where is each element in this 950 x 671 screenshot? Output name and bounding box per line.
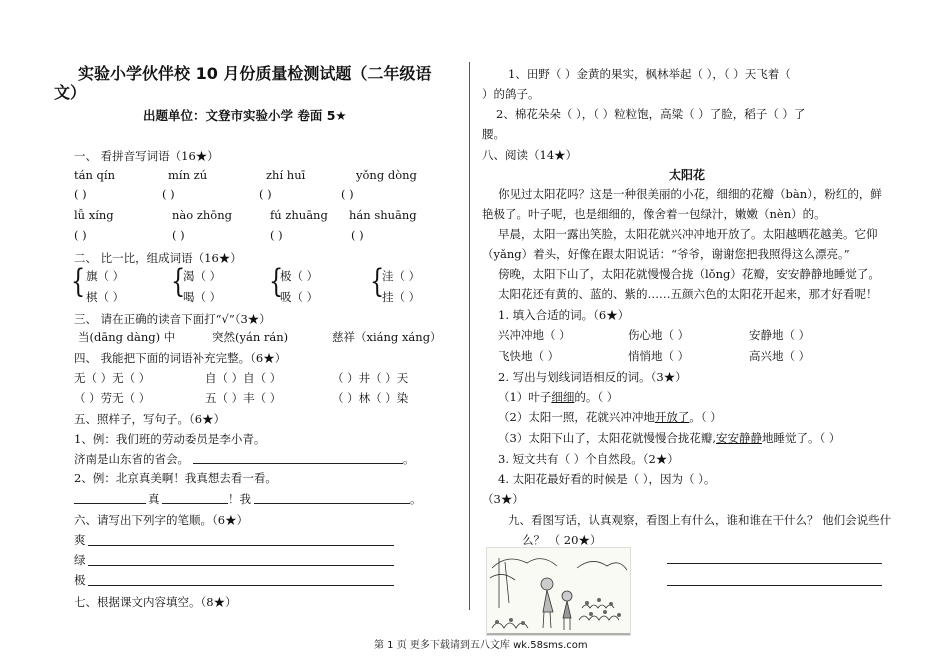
s5-example-2: 2、例：北京真美啊！我真想去看一看。 <box>74 471 277 485</box>
s1-pinyin-8: hán shuāng <box>349 208 417 222</box>
s4-idiom[interactable]: （ ）劳无（ ） <box>74 391 151 405</box>
page-footer: 第 1 页 更多下载请到五八文库 wk.58sms.com <box>374 640 588 651</box>
brace-icon: { <box>370 262 385 300</box>
s2-word[interactable]: 极（ ） <box>280 269 319 283</box>
s1-pinyin-7: fú zhuāng <box>270 208 328 222</box>
passage-line: （yǎng）着头，好像在跟太阳说话：“爷爷，谢谢您把我照得这么漂亮。” <box>482 247 850 261</box>
q1-item[interactable]: 高兴地（ ） <box>749 349 811 363</box>
s4-idiom[interactable]: 无（ ）无（ ） <box>74 371 151 385</box>
write-line[interactable] <box>667 585 882 586</box>
q1-heading: 1. 填入合适的词。（6★） <box>498 308 630 322</box>
s8-heading: 八、阅读（14★） <box>482 148 578 162</box>
q2-item-1[interactable]: （1）叶子细细的。（ ） <box>498 390 619 404</box>
passage-title: 太阳花 <box>669 168 706 182</box>
s3-item-1[interactable]: 当(dāng dàng) 中 <box>78 330 176 344</box>
paper-title-line2: 文） <box>54 83 87 102</box>
s5-mid-1: 真 <box>148 492 160 506</box>
s7-item[interactable]: ）的鸽子。 <box>482 87 540 101</box>
s2-word[interactable]: 吸（ ） <box>280 290 319 304</box>
s1-pinyin-2: mín zú <box>168 168 208 182</box>
s2-word[interactable]: 喝（ ） <box>183 290 222 304</box>
s5-heading: 五、照样子，写句子。（6★） <box>74 412 226 426</box>
brace-icon: { <box>269 262 284 300</box>
s5-end: 。 <box>410 492 422 506</box>
paper-title-line1: 实验小学伙伴校 10 月份质量检测试题（二年级语 <box>78 64 432 83</box>
s5-mid-2: ！我 <box>228 492 251 506</box>
q2-heading: 2. 写出与划线词语相反的词。（3★） <box>498 370 687 384</box>
passage-line: 太阳花还有黄的、蓝的、紫的……五颜六色的太阳花开起来，那才好看呢！ <box>498 287 878 301</box>
s5-prompt-1: 济南是山东省的省会。 <box>74 452 189 466</box>
q4-score: （3★） <box>482 492 524 506</box>
q4-item[interactable]: 4. 太阳花最好看的时候是（ ），因为（ ）。 <box>498 472 716 486</box>
s1-blank-5[interactable]: ( ) <box>74 228 87 242</box>
q1-item[interactable]: 悄悄地（ ） <box>628 349 690 363</box>
s1-blank-4[interactable]: ( ) <box>341 187 354 201</box>
s1-pinyin-3: zhí huī <box>266 168 306 182</box>
s3-heading: 三、 请在正确的读音下面打“√”（3★） <box>74 312 271 326</box>
stroke-order-line[interactable] <box>88 565 394 566</box>
s6-heading: 六、请写出下列字的笔顺。（6★） <box>74 513 249 527</box>
answer-line[interactable] <box>162 503 228 504</box>
s6-char: 绿 <box>74 553 86 567</box>
s5-example-1: 1、例：我们班的劳动委员是李小青。 <box>74 432 266 446</box>
column-divider <box>469 62 470 610</box>
passage-line: 傍晚，太阳下山了，太阳花就慢慢合拢（lǒng）花瓣，安安静静地睡觉了。 <box>498 267 880 281</box>
s4-idiom[interactable]: （ ）林（ ）染 <box>332 391 409 405</box>
paper-subtitle: 出题单位：文登市实验小学 卷面 5★ <box>143 108 347 123</box>
q2-item-3[interactable]: （3）太阳下山了，太阳花就慢慢合拢花瓣,安安静静地睡觉了。（ ） <box>498 431 841 445</box>
children-picture <box>486 547 631 636</box>
brace-icon: { <box>171 262 186 300</box>
brace-icon: { <box>71 262 86 300</box>
stroke-order-line[interactable] <box>88 585 394 586</box>
s2-word[interactable]: 旗（ ） <box>86 269 125 283</box>
s5-period: 。 <box>403 452 415 466</box>
q1-item[interactable]: 飞快地（ ） <box>498 349 560 363</box>
s2-word[interactable]: 洼（ ） <box>382 269 421 283</box>
answer-line[interactable] <box>74 503 146 504</box>
s4-idiom[interactable]: 自（ ）自（ ） <box>205 371 282 385</box>
s1-blank-6[interactable]: ( ) <box>172 228 185 242</box>
s7-item[interactable]: 1、田野（ ）金黄的果实，枫林举起（ ），（ ）天飞着（ <box>508 67 791 81</box>
answer-line[interactable] <box>254 503 410 504</box>
s1-blank-3[interactable]: ( ) <box>259 187 272 201</box>
q1-item[interactable]: 伤心地（ ） <box>628 328 690 342</box>
s9-heading-2: 么？ （ 20★） <box>522 533 602 547</box>
s6-char: 爽 <box>74 533 86 547</box>
s9-heading: 九、看图写话，认真观察，看图上有什么，谁和谁在干什么？ 他们会说些什 <box>508 513 892 527</box>
s2-heading: 二、 比一比，组成词语（16★） <box>74 251 242 265</box>
s3-item-2[interactable]: 突然(yán rán) <box>212 330 289 344</box>
children-illustration-icon <box>487 548 630 635</box>
q1-item[interactable]: 兴冲冲地（ ） <box>498 328 571 342</box>
q2-item-2[interactable]: （2）太阳一照，花就兴冲冲地开放了。（ ） <box>498 410 722 424</box>
passage-line: 早晨，太阳一露出笑脸，太阳花就兴冲冲地开放了。太阳越晒花越美。它仰 <box>498 227 878 241</box>
s2-word[interactable]: 挂（ ） <box>382 290 421 304</box>
answer-line[interactable] <box>193 463 403 464</box>
passage-line: 艳极了。叶子呢，也是细细的，像舍着一包绿汁，嫩嫩（nèn）的。 <box>482 207 826 221</box>
s1-blank-8[interactable]: ( ) <box>351 228 364 242</box>
s1-pinyin-6: nào zhōng <box>172 208 232 222</box>
s4-heading: 四、 我能把下面的词语补充完整。（6★） <box>74 351 287 365</box>
s2-word[interactable]: 渴（ ） <box>183 269 222 283</box>
s4-idiom[interactable]: （ ）井（ ）天 <box>332 371 409 385</box>
s3-item-3[interactable]: 慈祥（xiáng xáng） <box>332 330 442 344</box>
q1-item[interactable]: 安静地（ ） <box>749 328 811 342</box>
s1-heading: 一、 看拼音写词语（16★） <box>74 149 219 163</box>
passage-line: 你见过太阳花吗？这是一种很美丽的小花，细细的花瓣（bàn），粉红的，鲜 <box>498 187 882 201</box>
s1-blank-1[interactable]: ( ) <box>74 187 87 201</box>
s1-pinyin-1: tán qín <box>74 168 115 182</box>
s1-blank-2[interactable]: ( ) <box>162 187 175 201</box>
write-line[interactable] <box>667 563 882 564</box>
s4-idiom[interactable]: 五（ ）丰（ ） <box>205 391 282 405</box>
stroke-order-line[interactable] <box>88 545 394 546</box>
s2-word[interactable]: 棋（ ） <box>86 290 125 304</box>
s7-item[interactable]: 2、棉花朵朵（ ），（ ）粒粒饱，高粱（ ）了脸，稻子（ ）了 <box>496 107 806 121</box>
s7-heading: 七、根据课文内容填空。（8★） <box>74 595 237 609</box>
s6-char: 极 <box>74 573 86 587</box>
s1-pinyin-4: yǒng dòng <box>356 168 417 182</box>
s1-pinyin-5: lǚ xíng <box>74 208 114 222</box>
q3-item[interactable]: 3. 短文共有（ ）个自然段。（2★） <box>498 452 679 466</box>
s7-item: 腰。 <box>482 127 505 141</box>
s1-blank-7[interactable]: ( ) <box>270 228 283 242</box>
